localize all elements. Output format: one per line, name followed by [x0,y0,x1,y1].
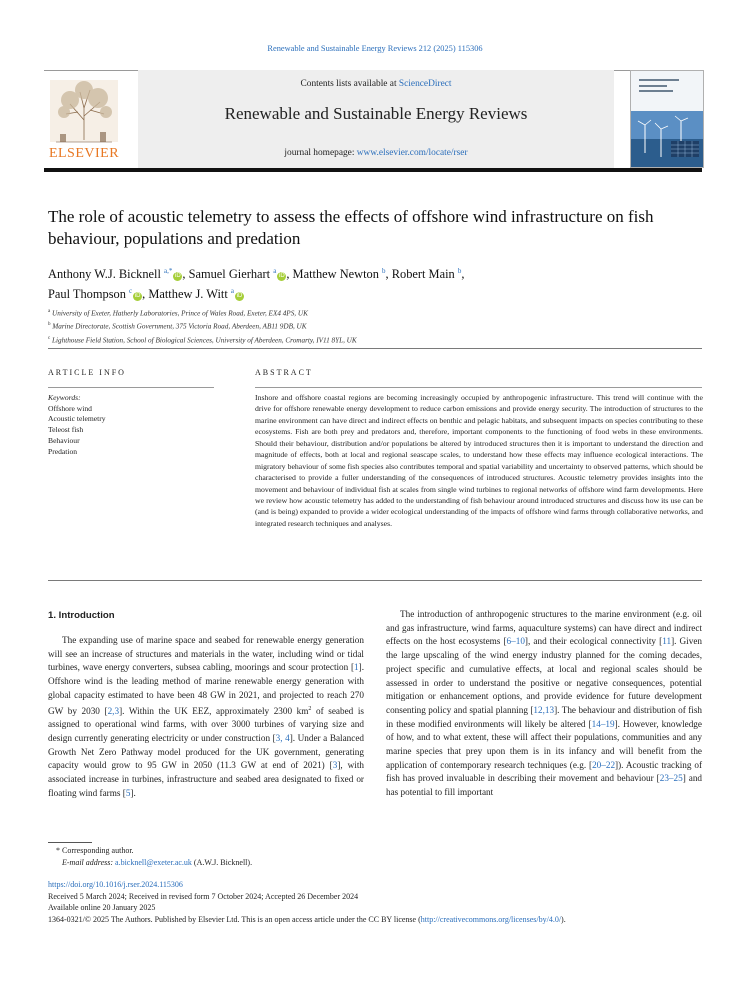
homepage-prefix: journal homepage: [284,148,357,158]
keywords-list [48,393,106,457]
text: The introduction of anthropogenic structures to the marine environment (e.g. oil and gas infrastructure, wind farms, aquaculture systems) can have direct and indirect effects on the host ecosystems [ [386,609,702,647]
text: ]. The behaviour and distribution of fish in these modified environments will likely be altered [ [386,704,702,729]
affiliations [48,306,688,346]
text: ] and has potential to fill important [386,773,703,798]
keywords-label: Keywords: [48,393,81,402]
affiliation-text: Lighthouse Field Station, School of Biological Sciences, University of Aberdeen, Cromarty, IV11 8YL, UK [52,336,357,345]
footnote [48,845,688,868]
citation-link[interactable]: 12,13 [533,704,555,715]
header-bottom-rule [44,168,702,172]
affiliation-mark: b [48,322,51,328]
text: The expanding use of marine space and seabed for renewable energy generation will see an increase of structures and materials in the water, including wind or tidal turbines, wave energy converters, subsea cabling, moorings and scour protection [ [48,635,364,673]
intro-left-column [48,634,364,801]
article-info-rule [48,387,214,388]
author-witt[interactable]: Matthew J. Witt [148,287,228,302]
intro-right-column [386,608,702,800]
corresponding-note [48,845,688,857]
intro-paragraph-1 [48,634,364,801]
citation-link[interactable]: 3, 4 [275,732,290,743]
journal-title: Renewable and Sustainable Energy Reviews [224,104,528,123]
author-mark[interactable]: b [382,267,386,275]
available-online: Available online 20 January 2025 [48,903,156,913]
keyword: Predation [48,446,78,456]
footnote-rule [48,842,92,843]
author-main[interactable]: Robert Main [391,267,455,282]
affiliation-mark: c [48,335,51,341]
section-divider [48,348,702,349]
citation-link[interactable]: 5 [125,787,131,798]
text: ]. However, knowledge of how, and to what extent, these will affect their populations, communities and any marine species that prey upon them is in its infancy and will benefit from the application of contemporary research techniques (e.g. [ [386,718,702,770]
email-link[interactable]: a.bicknell@exeter.ac.uk [115,857,192,867]
contents-prefix: Contents lists available at [300,79,399,89]
keyword: Acoustic telemetry [48,414,106,424]
elsevier-wordmark: ELSEVIER [48,146,120,161]
superscript: 2 [308,705,312,712]
corresponding-text: Corresponding author. [62,846,134,855]
doi-link[interactable]: https://doi.org/10.1016/j.rser.2024.115306 [48,880,183,889]
journal-reference[interactable]: Renewable and Sustainable Energy Reviews 212 (2025) 115306 [267,44,483,53]
citation-link[interactable]: 2,3 [107,705,120,716]
affiliation-mark: a [48,309,51,314]
author-mark[interactable]: a [230,287,235,296]
citation-link[interactable]: 6–10 [506,636,525,647]
affiliation-c [48,333,688,346]
text: ]). Acoustic tracking of fish has proved invaluable in describing their movement and behaviour [ [386,759,702,784]
copyright-line [48,914,708,926]
author-gierhart[interactable]: Samuel Gierhart [188,267,271,282]
citation-link[interactable]: 11 [662,636,672,647]
author-bicknell[interactable]: Anthony W.J. Bicknell [48,267,161,282]
author-mark[interactable]: c [129,287,133,296]
citation-link[interactable]: 3 [332,760,338,771]
citation-link[interactable]: 14–19 [591,718,615,729]
email-owner: (A.W.J. Bicknell). [191,857,253,867]
abstract-rule [255,387,702,388]
sciencedirect-link[interactable]: ScienceDirect [398,79,452,89]
affiliation-text: University of Exeter, Hatherly Laboratories, Prince of Wales Road, Exeter, EX4 4PS, UK [52,309,308,318]
text: ]. Given the large upscaling of the wind energy industry planned for the coming decades, project specific and cumulative effects, at local and regional scales should be assessed in order to understand the positive or negative consequences, potential mitigation or enhancement options, and provide evidence for future development consenting policy and spatial planning [ [386,636,702,715]
article-info-heading: ARTICLE INFO [48,368,126,377]
publication-info [48,879,708,925]
author-mark[interactable]: b [457,267,462,275]
email-label: E-mail address: [62,857,116,867]
orcid-icon[interactable]: iD [279,273,285,280]
citation-link[interactable]: 20–22 [592,759,616,770]
text: ]. [130,787,136,798]
text: ], and their ecological connectivity [ [524,636,663,647]
journal-cover-thumbnail[interactable] [630,70,704,168]
section-divider [48,580,702,581]
affiliation-b [48,319,688,332]
copyright-suffix: ). [561,914,566,924]
citation-link[interactable]: 23–25 [659,773,683,784]
homepage-link[interactable]: www.elsevier.com/locate/rser [356,148,468,158]
text: ]. Offshore wind is the leading method of marine renewable energy generation with global capacity estimated to have been 48 GW in 2021, and projected to reach 270 GW by 2030 [ [48,662,364,716]
cover-image [631,71,703,167]
abstract-heading: ABSTRACT [255,368,313,377]
license-link[interactable]: http://creativecommons.org/licenses/by/4.0/ [420,914,562,924]
orcid-icon[interactable]: iD [134,293,141,300]
contents-line [138,79,614,89]
asterisk-mark: * [56,846,62,855]
text: ]. Under a Balanced Growth Net Zero Pathway model produced for the UK government, generating capacity would grow to 95 GW in 2050 (11.3 GW at end of 2021) [ [48,732,365,771]
citation-link[interactable]: 1 [354,662,359,673]
author-newton[interactable]: Matthew Newton [292,267,379,282]
abstract-text: Inshore and offshore coastal regions are becoming increasingly occupied by anthropogenic infrastructure. This trend will continue with the drive for offshore renewable energy development to reduce carbon emissions and provide energy security. The introduction of structures to the marine environment can have direct and indirect effects on benthic and pelagic habitats, and subsequent impacts on species contributing to these ecosystems. Fish are both prey and predators and, therefore, important components to the functioning of food webs in these environments. Should their behaviour, distribution and/or populations be altered by introduced structures then it is important to understand the direction and magnitude of effects, both at local and regional seascape scales, to understand how these effects may influence ecological interactions. The migratory behaviour of some fish species also contributes temporal and spatial variability and uncertainty to observed patterns, which should be characterised to provide a fuller understanding of the consequences of introduced structures. Acoustic telemetry provides insights into the movement and behaviour of individual fish at scales from single wind turbines to regional networks of offshore wind farm developments. Here we review how acoustic telemetry has added to the understanding of fish behaviour around introduced structures and discuss how its use can be (and is being) expanded to provide a wider ecological understanding of the impacts of offshore wind farms through collaborative networks, and integrated research techniques and analyses. [255,393,703,528]
keyword: Teleost fish [48,425,84,435]
text: ], with associated increase in turbines, infrastructure and seabed area designated to fixed or floating wind farms [ [48,760,364,798]
text: ]. Within the UK EEZ, approximately 2300 km [119,705,309,716]
keyword: Offshore wind [48,403,92,413]
copyright-text: 1364-0321/© 2025 The Authors. Published by Elsevier Ltd. This is an open access article under the CC BY license ( [48,914,421,924]
received-dates: Received 5 March 2024; Received in revised form 7 October 2024; Accepted 26 December 2024 [48,891,359,901]
author-thompson[interactable]: Paul Thompson [48,287,126,302]
author-list: Anthony W.J. Bicknell $^{a,*}$iD , Samuel Gierhart $^a$iD , Matthew Newton $^b$, Robert Main $^b$, Paul Thompson $^c$iD , Matthew J. Witt $^a$iD [48,267,465,302]
article-title: The role of acoustic telemetry to assess the effects of offshore wind infrastructure on fish behaviour, populations and predation [48,207,654,248]
intro-paragraph-2 [386,608,702,800]
author-mark[interactable]: a,* [164,267,173,275]
orcid-icon[interactable]: iD [175,273,181,280]
keyword: Behaviour [48,435,80,445]
affiliation-a [48,306,688,319]
homepage-line [138,148,614,158]
affiliation-text: Marine Directorate, Scottish Government, 375 Victoria Road, Aberdeen, AB11 9DB, UK [52,322,307,331]
orcid-icon[interactable]: iD [236,293,243,300]
email-note [48,857,688,869]
author-mark[interactable]: a [273,267,277,275]
section-heading: 1. Introduction [48,610,115,621]
text: of seabed is assigned to operational wind farms, with over 3000 turbines of varying size and design currently generating electricity or under construction [ [48,705,365,743]
